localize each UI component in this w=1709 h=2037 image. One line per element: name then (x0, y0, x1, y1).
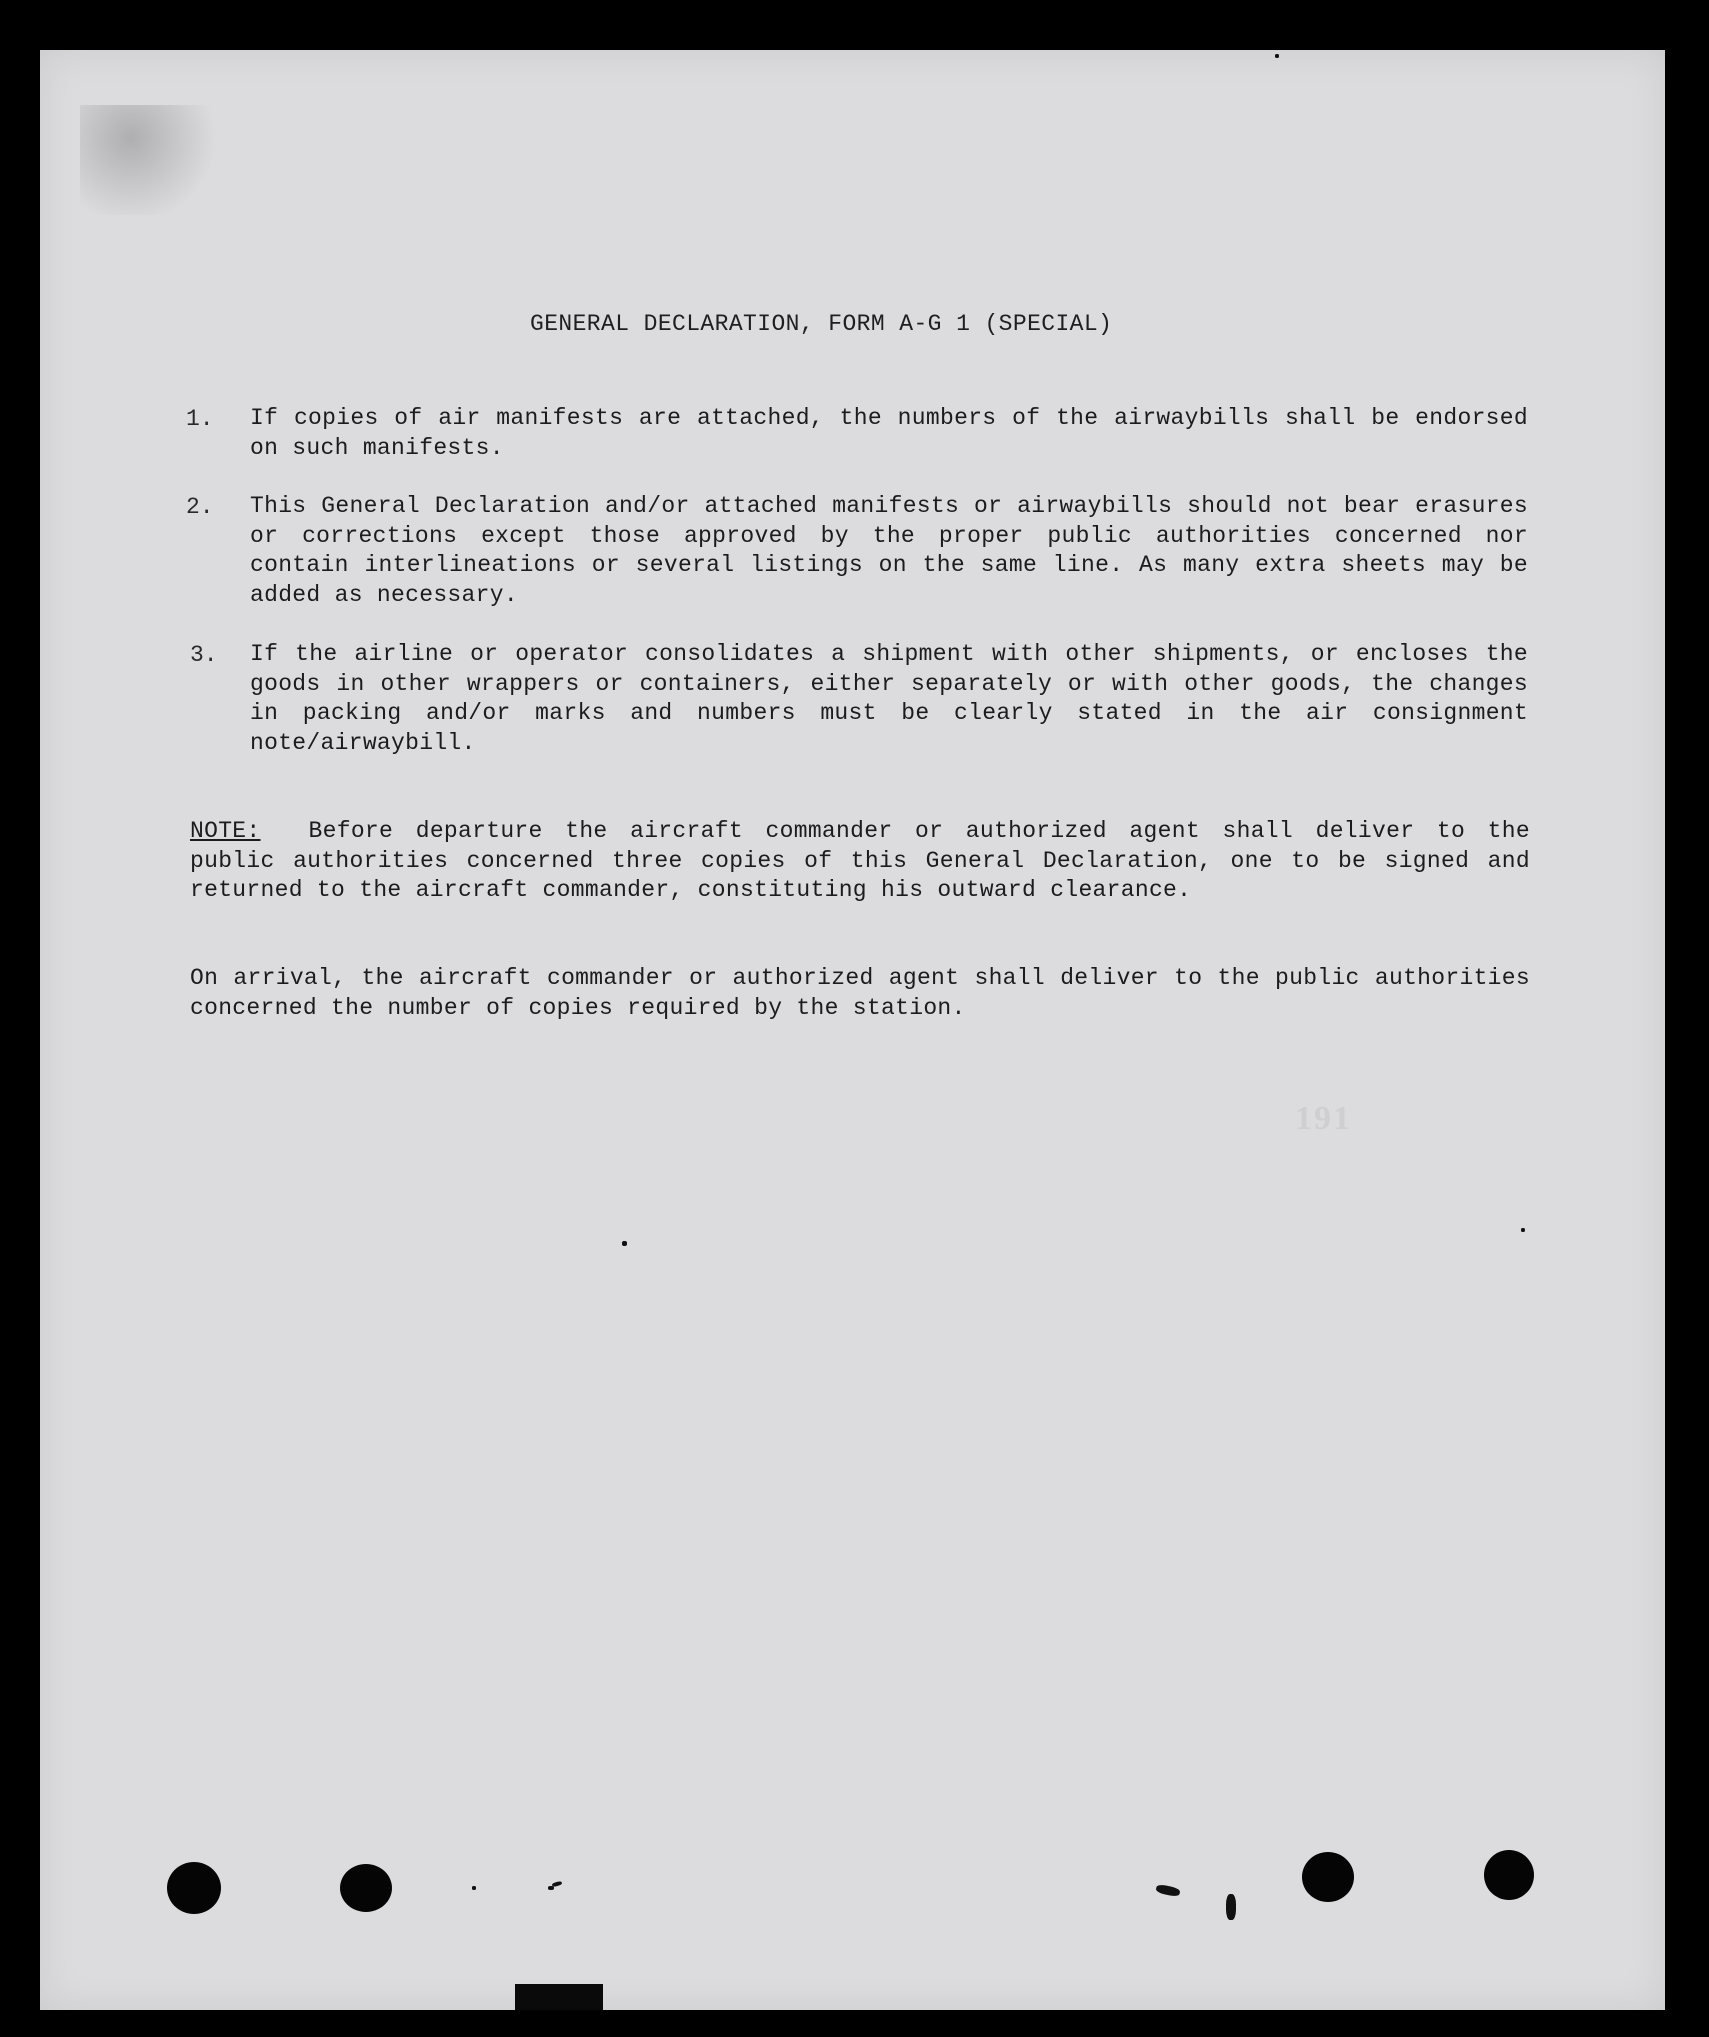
item-2-text: This General Declaration and/or attached manifests or airwaybills should not bear erasures or corrections except those approved by the proper public authorities concerned nor contain interlineations or several listings on the same line. As many extra sheets may be added as necessary. (250, 493, 1528, 608)
punch-hole-right-1 (1302, 1852, 1354, 1902)
ink-speck (1226, 1894, 1236, 1920)
punch-hole-right-2 (1484, 1850, 1534, 1900)
note-text: Before departure the aircraft commander or authorized agent shall deliver to the public authorities concerned three copies of this General Declaration, one to be signed and returned to the aircraft commander, constituting his outward clearance. (190, 818, 1530, 903)
binding-tab (515, 1984, 603, 2010)
item-2-number: 2. (186, 494, 214, 520)
paper-sheet (40, 50, 1665, 2010)
punch-hole-left-2 (340, 1864, 392, 1912)
document-title: GENERAL DECLARATION, FORM A-G 1 (SPECIAL) (530, 311, 1113, 337)
ink-speck (622, 1241, 627, 1246)
note-label: NOTE: (190, 818, 261, 844)
item-1-text: If copies of air manifests are attached, the numbers of the airwaybills shall be endorsed on such manifests. (250, 405, 1528, 461)
corner-smudge (80, 105, 250, 215)
faded-stamp-number: 191 (1295, 1100, 1352, 1137)
punch-hole-left-1 (167, 1862, 221, 1914)
note-paragraph (190, 817, 1530, 906)
ink-speck (1521, 1228, 1525, 1232)
item-3-number: 3. (190, 642, 218, 668)
arrival-paragraph: On arrival, the aircraft commander or authorized agent shall deliver to the public authorities concerned the number of copies required by the station. (190, 965, 1530, 1021)
ink-speck (472, 1886, 476, 1890)
ink-speck (1275, 54, 1279, 58)
item-3-text: If the airline or operator consolidates a shipment with other shipments, or encloses the goods in other wrappers or containers, either separately or with other goods, the changes in packing and/or marks and numbers must be clearly stated in the air consignment note/airwaybill. (250, 641, 1528, 756)
item-1-number: 1. (186, 406, 214, 432)
